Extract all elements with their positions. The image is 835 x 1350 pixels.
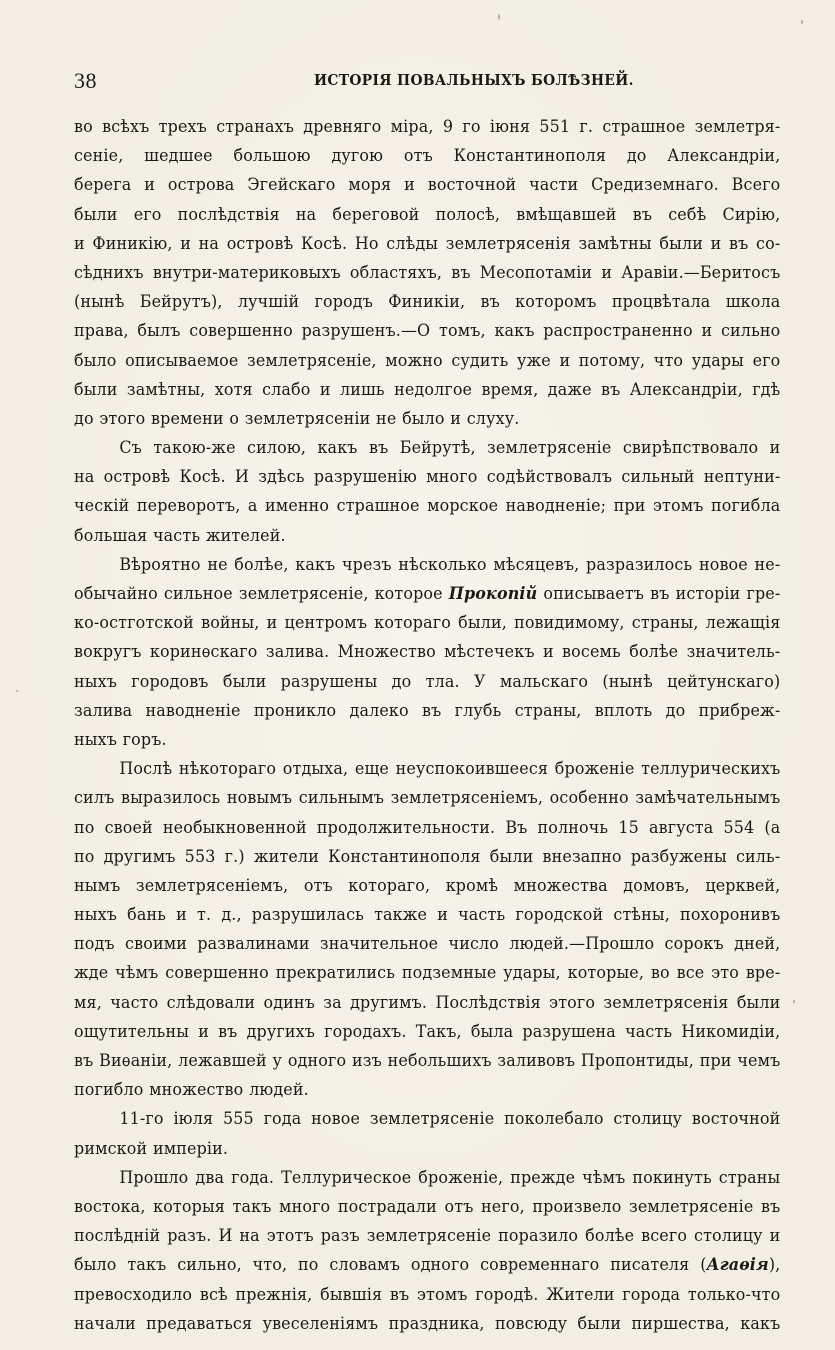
paragraph-first-line: 11-го іюля 555 года новое землетрясеніе поколебало столицу восточной	[119, 1109, 781, 1129]
print-speck	[498, 14, 500, 20]
body-text	[74, 112, 782, 1338]
running-title: ИСТОРІЯ ПОВАЛЬНЫХЪ БОЛѢЗНЕЙ.	[314, 71, 634, 89]
page-header	[74, 68, 770, 96]
text-line: большая часть жителей.	[74, 525, 286, 545]
text-line: начали предаваться увеселеніямъ праздника, повсюду были пиршества, какъ	[74, 1313, 781, 1333]
text-line: сеніе, шедшее большою дугою отъ Константинополя до Александріи,	[74, 146, 781, 166]
text-line: мя, часто слѣдовали одинъ за другимъ. Послѣдствія этого землетрясенія были	[74, 992, 781, 1012]
text-line: залива наводненіе проникло далеко въ глубь страны, вплоть до прибреж-	[74, 700, 781, 720]
text-line: ко-остготской войны, и центромъ котораго были, повидимому, страны, лежащія	[74, 613, 781, 633]
text-line: ныхъ горъ.	[74, 729, 167, 749]
print-speck	[16, 690, 18, 692]
print-speck	[793, 1000, 795, 1003]
text-line: обычайно сильное землетрясеніе, которое Прокопій описываетъ въ исторіи гре-	[74, 584, 781, 603]
text-line: погибло множество людей.	[74, 1080, 309, 1100]
text-line: на островѣ Косѣ. И здѣсь разрушенію много содѣйствовалъ сильный нептуни-	[74, 467, 781, 487]
text-line: ощутительны и въ другихъ городахъ. Такъ, была разрушена часть Никомидіи,	[74, 1021, 781, 1041]
paragraph-first-line: Вѣроятно не болѣе, какъ чрезъ нѣсколько мѣсяцевъ, разразилось новое не-	[119, 554, 781, 574]
text-line: ныхъ городовъ были разрушены до тла. У мальскаго (нынѣ цейтунскаго)	[74, 671, 781, 691]
text-line: было описываемое землетрясеніе, можно судить уже и потому, что удары его	[74, 350, 781, 370]
text-line: до этого времени о землетрясеніи не было и слуху.	[74, 408, 520, 428]
text-line: вокругъ коринѳскаго залива. Множество мѣстечекъ и восемь болѣе значитель-	[74, 642, 781, 662]
text-line: было такъ сильно, что, по словамъ одного современнаго писателя (Агаѳія),	[74, 1255, 781, 1275]
text-line: и Финикію, и на островѣ Косѣ. Но слѣды землетрясенія замѣтны были и въ со-	[74, 233, 781, 253]
text-line: востока, которыя такъ много пострадали отъ него, произвело землетрясеніе въ	[74, 1196, 781, 1216]
emphasized-name: Агаѳія	[706, 1255, 769, 1275]
text-line: жде чѣмъ совершенно прекратились подземные удары, которые, во все это вре-	[74, 963, 781, 983]
paragraph-first-line: Прошло два года. Теллурическое броженіе, прежде чѣмъ покинуть страны	[119, 1167, 781, 1187]
print-speck	[801, 20, 803, 24]
text-line: во всѣхъ трехъ странахъ древняго міра, 9 го іюня 551 г. страшное землетря-	[74, 117, 781, 136]
emphasized-name: Прокопій	[448, 584, 538, 603]
text-line: сѣднихъ внутри-материковыхъ областяхъ, въ Месопотаміи и Аравіи.—Беритосъ	[74, 262, 781, 282]
text-line: ческій переворотъ, а именно страшное морское наводненіе; при этомъ погибла	[74, 496, 781, 516]
text-line: силъ выразилось новымъ сильнымъ землетрясеніемъ, особенно замѣчательнымъ	[74, 788, 781, 808]
text-line: права, былъ совершенно разрушенъ.—О томъ, какъ распространенно и сильно	[74, 321, 781, 341]
text-line: римской имперіи.	[74, 1138, 229, 1158]
text-line: послѣдній разъ. И на этотъ разъ землетрясеніе поразило болѣе всего столицу и	[74, 1226, 781, 1246]
paragraph-first-line: Послѣ нѣкотораго отдыха, еще неуспокоившееся броженіе теллурическихъ	[119, 759, 781, 779]
text-line: (нынѣ Бейрутъ), лучшій городъ Финикіи, въ которомъ процвѣтала школа	[74, 292, 781, 312]
page-number: 38	[74, 68, 97, 93]
text-line: по своей необыкновенной продолжительности. Въ полночь 15 августа 554 (а	[74, 817, 781, 837]
text-line: берега и острова Эгейскаго моря и восточной части Средиземнаго. Всего	[74, 175, 781, 195]
text-line: были замѣтны, хотя слабо и лишь недолгое время, даже въ Александріи, гдѣ	[74, 379, 781, 399]
text-line: превосходило всѣ прежнія, бывшія въ этомъ городѣ. Жители города только-что	[74, 1284, 781, 1304]
paragraph-first-line: Съ такою-же силою, какъ въ Бейрутѣ, землетрясеніе свирѣпствовало и	[119, 438, 781, 458]
text-line: подъ своими развалинами значительное число людей.—Прошло сорокъ дней,	[74, 934, 781, 954]
text-line: по другимъ 553 г.) жители Константинополя были внезапно разбужены силь-	[74, 846, 781, 866]
text-line: въ Виѳаніи, лежавшей у одного изъ небольшихъ заливовъ Пропонтиды, при чемъ	[74, 1051, 781, 1070]
text-line: нымъ землетрясеніемъ, отъ котораго, кромѣ множества домовъ, церквей,	[74, 875, 781, 895]
text-line: были его послѣдствія на береговой полосѣ, вмѣщавшей въ себѣ Сирію,	[74, 204, 781, 224]
text-line: ныхъ бань и т. д., разрушилась также и часть городской стѣны, похоронивъ	[74, 905, 781, 925]
